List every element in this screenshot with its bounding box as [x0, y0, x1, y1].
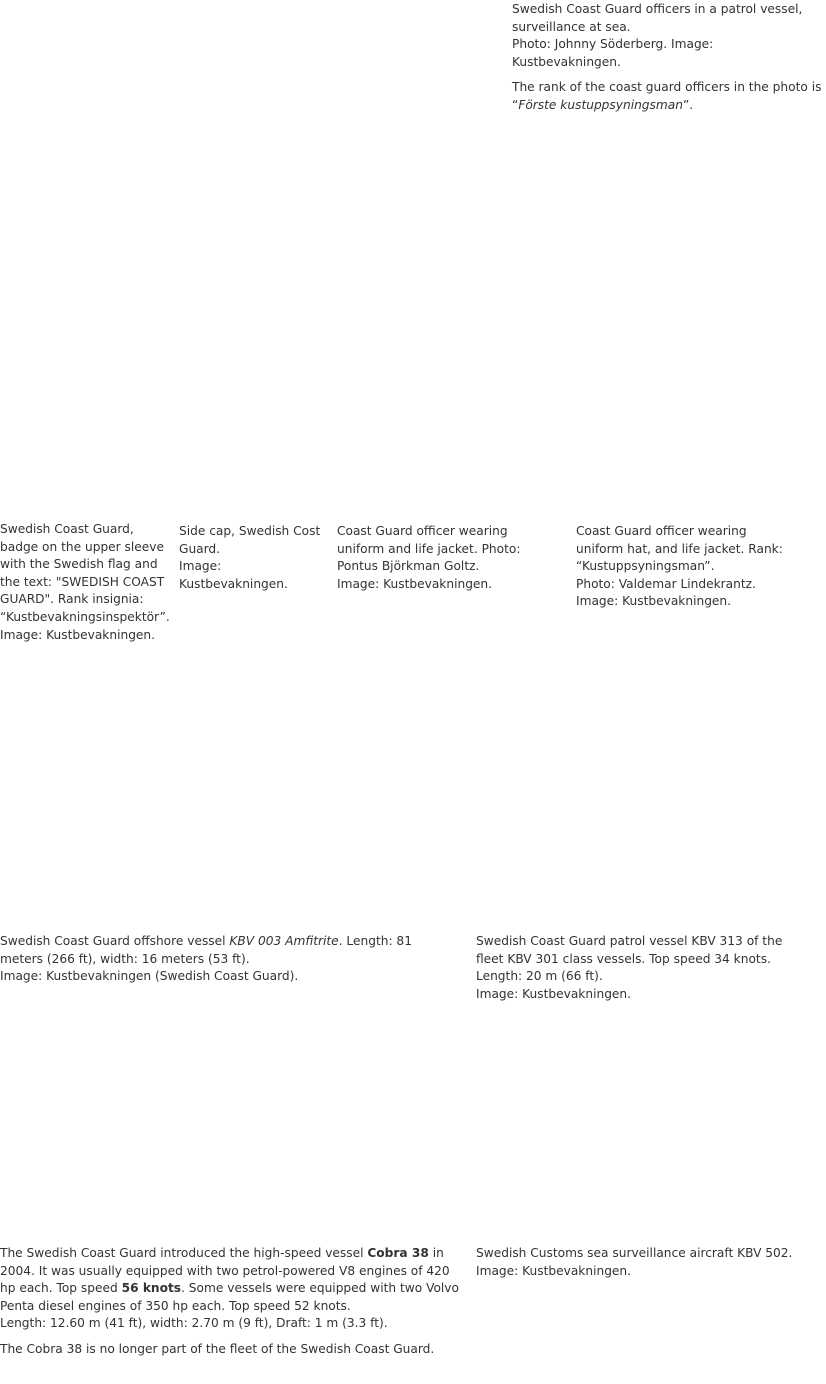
caption-offshore-vessel — [0, 933, 460, 986]
top-speed: 56 knots — [121, 1281, 182, 1296]
caption-text — [179, 523, 329, 593]
caption-note — [0, 1341, 465, 1359]
caption-line: Penta diesel engines of 350 hp each. Top speed 52 knots. — [0, 1298, 351, 1313]
caption-segment: The Swedish Coast Guard introduced the high-speed vessel — [0, 1246, 368, 1260]
caption-side-cap — [179, 523, 329, 593]
caption-line: The Cobra 38 is no longer part of the fleet of the Swedish Coast Guard. — [0, 1341, 435, 1356]
caption-segment: Swedish Coast Guard offshore vessel — [0, 934, 230, 948]
caption-rank — [512, 79, 826, 114]
caption-text — [337, 523, 567, 593]
caption-patrol-officers — [512, 1, 826, 115]
caption-line: Guard. — [179, 541, 221, 556]
caption-line: Image: Kustbevakningen. — [337, 576, 493, 591]
caption-badge — [0, 521, 172, 644]
caption-line: Swedish Coast Guard officers in a patrol vessel, — [512, 2, 803, 16]
caption-aircraft — [476, 1245, 826, 1280]
caption-line: Image: Kustbevakningen. — [476, 986, 632, 1001]
caption-line: The rank of the coast guard officers in the photo is — [512, 80, 822, 95]
vessel-name: Cobra 38 — [367, 1246, 429, 1260]
caption-officer-uniform — [337, 523, 567, 593]
caption-line: Swedish Customs sea surveillance aircraft KBV 502. — [476, 1246, 793, 1260]
caption-line: badge on the upper sleeve — [0, 539, 165, 554]
quote-open: “ — [512, 97, 519, 112]
caption-line — [0, 1245, 465, 1263]
caption-line: fleet KBV 301 class vessels. Top speed 34 knots. — [476, 951, 771, 966]
caption-line: Photo: Valdemar Lindekrantz. — [576, 576, 756, 591]
caption-line: GUARD". Rank insignia: — [0, 592, 144, 607]
caption-text — [476, 1245, 826, 1280]
caption-text — [576, 523, 826, 611]
caption-text — [0, 521, 172, 644]
caption-line: Image: Kustbevakningen. — [0, 627, 156, 642]
caption-line — [0, 1280, 465, 1298]
caption-line: Image: Kustbevakningen. — [576, 594, 732, 609]
caption-line: Swedish Coast Guard, — [0, 522, 134, 536]
caption-text — [512, 1, 826, 71]
rank-name: Förste kustuppsyningsman — [518, 97, 683, 112]
caption-line: Image: Kustbevakningen. — [476, 1263, 632, 1278]
caption-segment: . Some vessels were equipped with two Volvo — [181, 1281, 459, 1296]
caption-line — [512, 97, 826, 115]
caption-line: Coast Guard officer wearing — [337, 524, 508, 538]
caption-line: Pontus Björkman Goltz. — [337, 559, 480, 574]
caption-line: with the Swedish flag and — [0, 557, 158, 572]
vessel-name: KBV 003 Amfitrite — [229, 934, 339, 948]
caption-line: “Kustuppsyningsman”. — [576, 559, 715, 574]
caption-line: Length: 20 m (66 ft). — [476, 969, 603, 984]
caption-patrol-vessel — [476, 933, 826, 1003]
caption-line: Image: — [179, 559, 222, 574]
caption-officer-hat — [576, 523, 826, 611]
quote-close: ”. — [682, 97, 694, 112]
caption-line — [0, 933, 460, 951]
caption-line: uniform hat, and life jacket. Rank: — [576, 541, 783, 556]
caption-line: surveillance at sea. — [512, 19, 631, 34]
caption-line: Side cap, Swedish Cost — [179, 524, 321, 538]
caption-text — [476, 933, 826, 1003]
caption-line: Length: 12.60 m (41 ft), width: 2.70 m (9 ft), Draft: 1 m (3.3 ft). — [0, 1316, 388, 1331]
caption-text — [0, 933, 460, 986]
caption-segment: . Length: 81 — [338, 934, 412, 948]
caption-line: Photo: Johnny Söderberg. Image: Kustbevakningen. — [512, 37, 714, 69]
caption-segment: in — [428, 1246, 444, 1260]
caption-line: Coast Guard officer wearing — [576, 524, 747, 538]
caption-line: “Kustbevakningsinspektör”. — [0, 609, 170, 624]
caption-text — [0, 1245, 465, 1333]
caption-line: Kustbevakningen. — [179, 576, 288, 591]
caption-line: Image: Kustbevakningen (Swedish Coast Guard). — [0, 969, 299, 984]
caption-line: uniform and life jacket. Photo: — [337, 541, 521, 556]
caption-line: 2004. It was usually equipped with two petrol-powered V8 engines of 420 — [0, 1263, 450, 1278]
caption-line: meters (266 ft), width: 16 meters (53 ft). — [0, 951, 250, 966]
caption-line: the text: "SWEDISH COAST — [0, 574, 165, 589]
caption-cobra — [0, 1245, 465, 1359]
caption-line: Swedish Coast Guard patrol vessel KBV 313 of the — [476, 934, 783, 948]
caption-segment: hp each. Top speed — [0, 1281, 122, 1296]
